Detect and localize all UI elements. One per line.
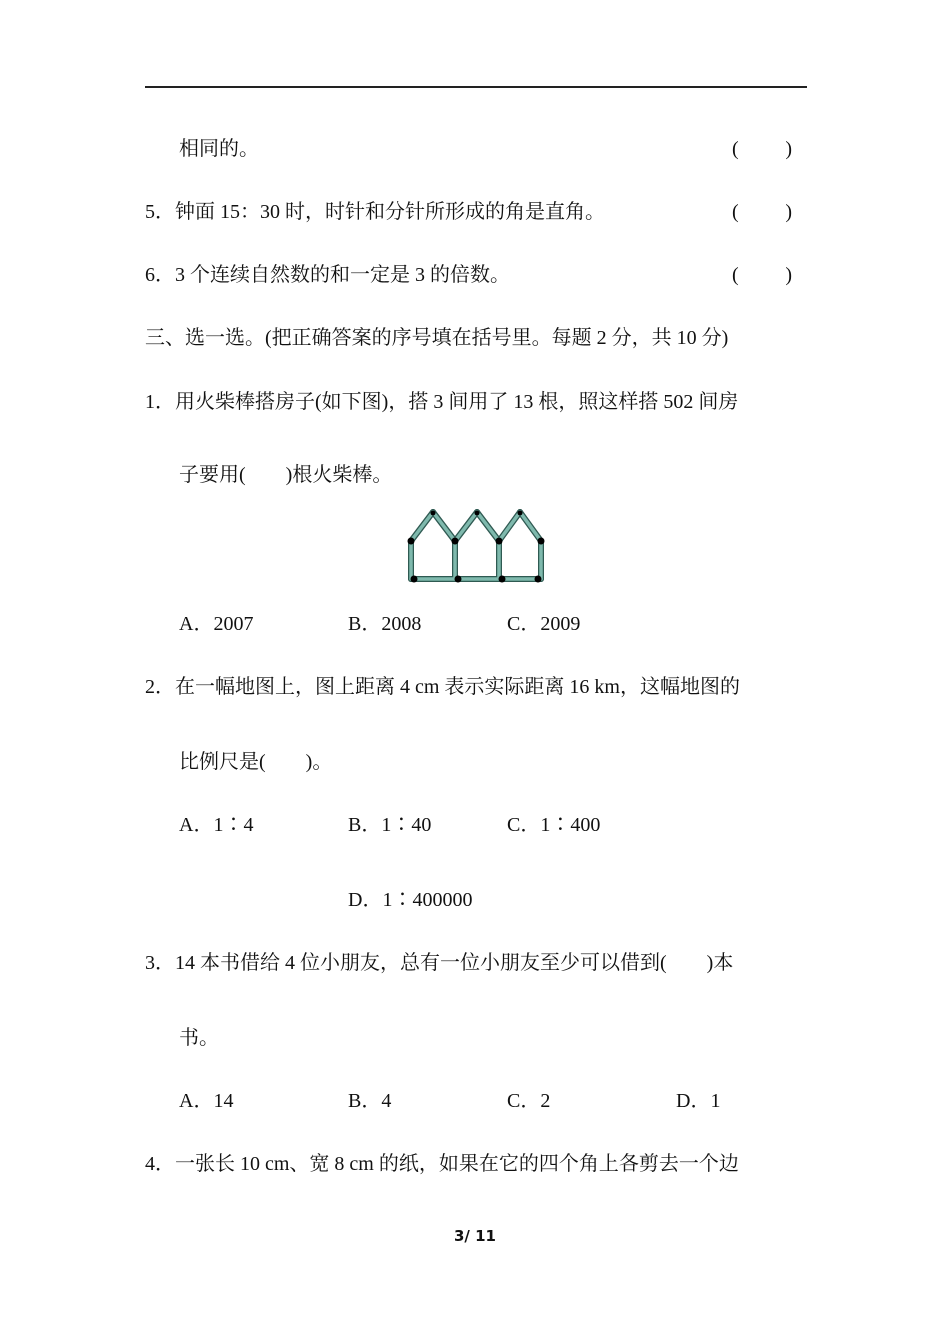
q3-line-1: 3．14 本书借给 4 位小朋友，总有一位小朋友至少可以借到( )本 xyxy=(145,952,734,974)
page-number: 3/ 11 xyxy=(453,1227,496,1245)
paren-left: ( xyxy=(732,138,739,160)
q2-option-d[interactable]: D．1∶400000 xyxy=(348,889,473,911)
answer-paren-q5[interactable] xyxy=(732,199,792,225)
q2-option-a[interactable]: A．1∶4 xyxy=(179,814,254,836)
paren-right: ) xyxy=(785,138,792,160)
answer-paren-q4[interactable] xyxy=(732,136,792,162)
q4-continuation: 相同的。 xyxy=(179,138,259,160)
q3-option-d[interactable]: D．1 xyxy=(676,1090,721,1112)
q3-option-b[interactable]: B．4 xyxy=(348,1090,392,1112)
section-3-heading: 三、选一选。(把正确答案的序号填在括号里。每题 2 分，共 10 分) xyxy=(145,327,729,349)
answer-paren-q6[interactable] xyxy=(732,262,792,288)
q2-option-b[interactable]: B．1∶40 xyxy=(348,814,432,836)
q3-line-2: 书。 xyxy=(179,1027,219,1049)
q1-option-c[interactable]: C．2009 xyxy=(507,613,581,635)
q2-line-2: 比例尺是( )。 xyxy=(179,751,333,773)
q1-option-a[interactable]: A．2007 xyxy=(179,613,254,635)
q3-option-c[interactable]: C．2 xyxy=(507,1090,551,1112)
header-rule xyxy=(145,86,807,88)
q2-option-c[interactable]: C．1∶400 xyxy=(507,814,601,836)
paren-left: ( xyxy=(732,264,739,286)
question-6: 6．3 个连续自然数的和一定是 3 的倍数。 xyxy=(145,264,510,286)
paren-right: ) xyxy=(785,201,792,223)
q3-option-a[interactable]: A．14 xyxy=(179,1090,234,1112)
paren-right: ) xyxy=(785,264,792,286)
matchsticks xyxy=(411,512,541,579)
q1-line-2: 子要用( )根火柴棒。 xyxy=(179,464,393,486)
matchstick-houses-figure xyxy=(402,508,547,588)
paren-left: ( xyxy=(732,201,739,223)
q1-line-1: 1．用火柴棒搭房子(如下图)，搭 3 间用了 13 根，照这样搭 502 间房 xyxy=(145,391,739,413)
q4-line-1: 4．一张长 10 cm、宽 8 cm 的纸，如果在它的四个角上各剪去一个边 xyxy=(145,1153,739,1175)
q1-option-b[interactable]: B．2008 xyxy=(348,613,422,635)
question-5: 5．钟面 15：30 时，时针和分针所形成的角是直角。 xyxy=(145,201,605,223)
q2-line-1: 2．在一幅地图上，图上距离 4 cm 表示实际距离 16 km，这幅地图的 xyxy=(145,676,740,698)
